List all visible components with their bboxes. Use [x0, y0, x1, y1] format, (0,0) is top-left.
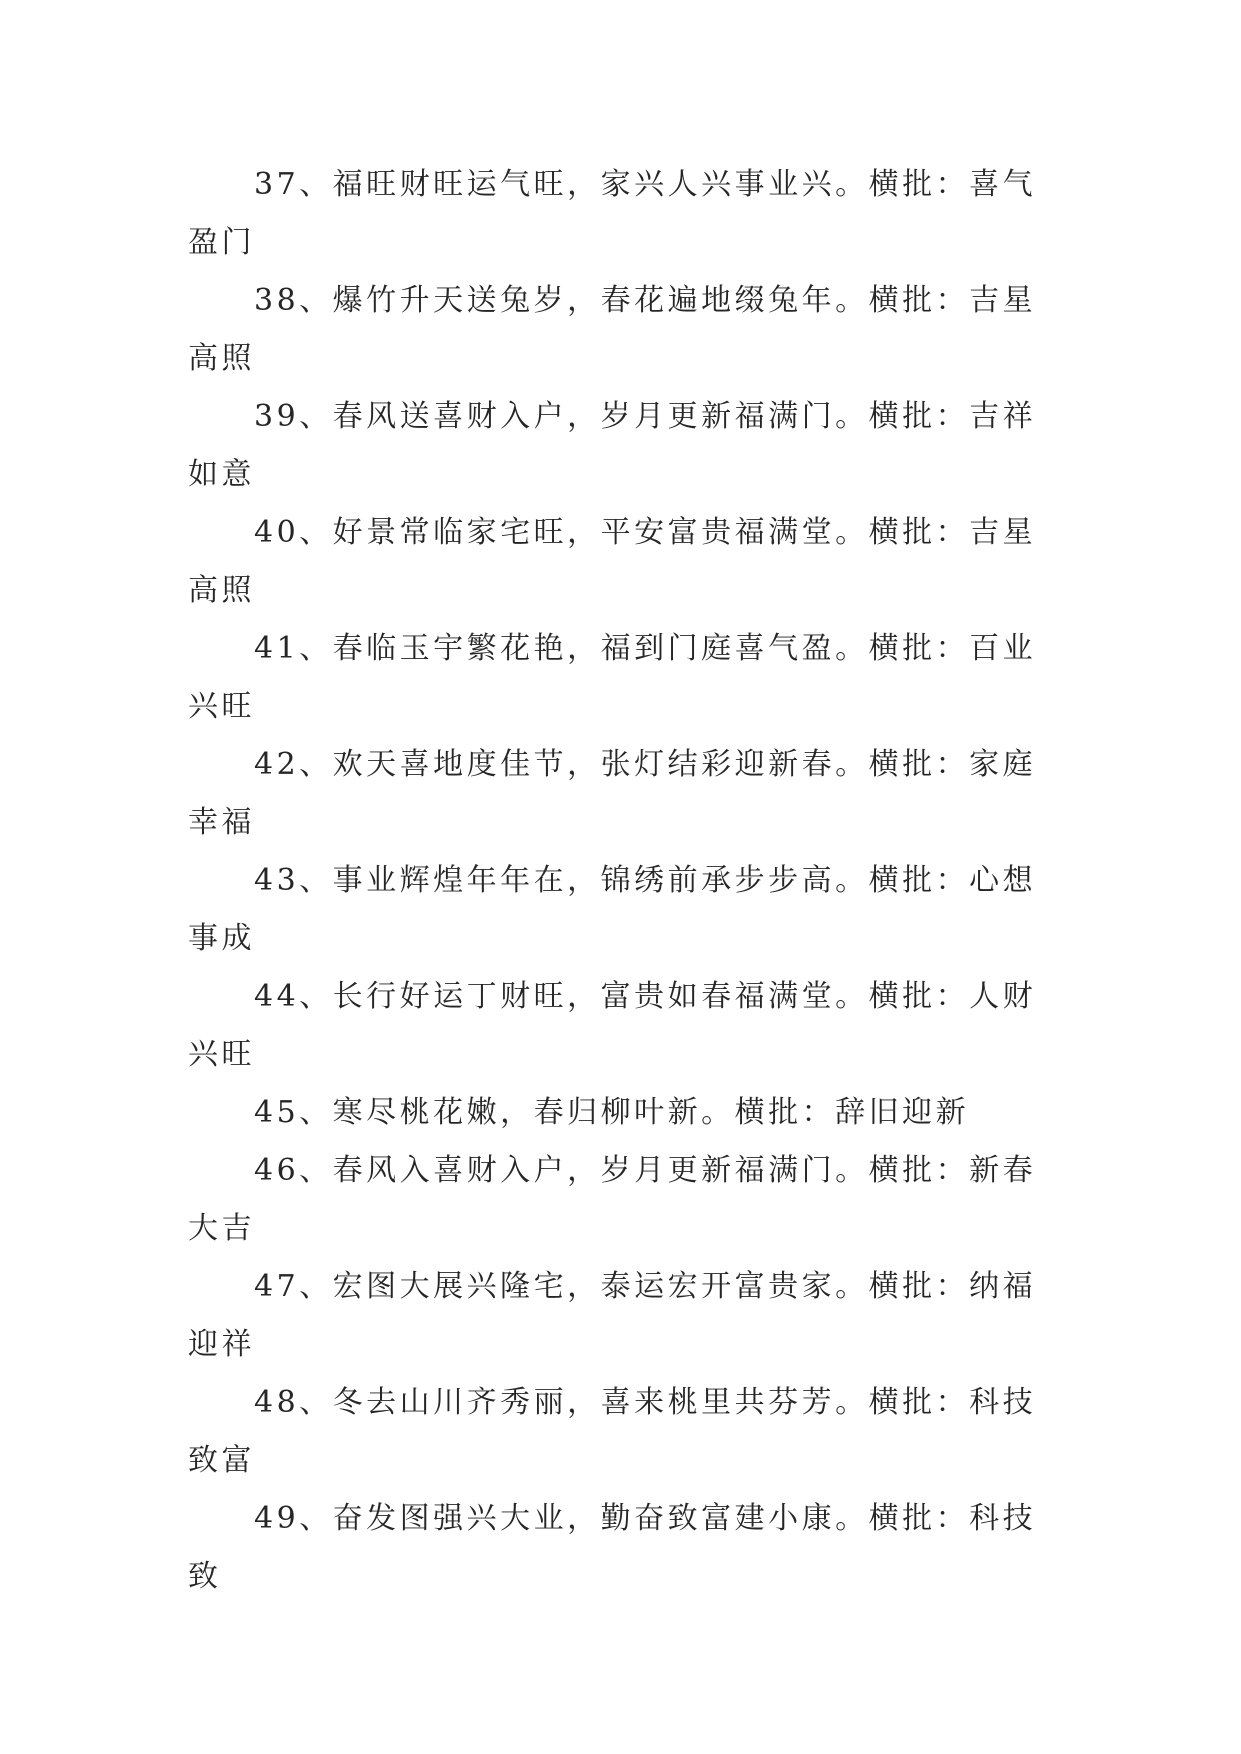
couplet-entry-37: 37、福旺财旺运气旺，家兴人兴事业兴。横批：喜气盈门 [188, 167, 1037, 260]
couplet-entry-40: 40、好景常临家宅旺，平安富贵福满堂。横批：吉星高照 [188, 515, 1037, 608]
couplet-entry-49: 49、奋发图强兴大业，勤奋致富建小康。横批：科技致 [188, 1501, 1037, 1594]
couplet-list [188, 156, 1048, 1606]
couplet-entry-42: 42、欢天喜地度佳节，张灯结彩迎新春。横批：家庭幸福 [188, 747, 1037, 840]
couplet-entry-41: 41、春临玉宇繁花艳，福到门庭喜气盈。横批：百业兴旺 [188, 631, 1037, 724]
couplet-entry-44: 44、长行好运丁财旺，富贵如春福满堂。横批：人财兴旺 [188, 979, 1037, 1072]
couplet-entry-43: 43、事业辉煌年年在，锦绣前承步步高。横批：心想事成 [188, 863, 1037, 956]
couplet-entry-45: 45、寒尽桃花嫩，春归柳叶新。横批：辞旧迎新 [254, 1095, 970, 1130]
couplet-entry-48: 48、冬去山川齐秀丽，喜来桃里共芬芳。横批：科技致富 [188, 1385, 1037, 1478]
couplet-entry-46: 46、春风入喜财入户，岁月更新福满门。横批：新春大吉 [188, 1153, 1037, 1246]
couplet-entry-47: 47、宏图大展兴隆宅，泰运宏开富贵家。横批：纳福迎祥 [188, 1269, 1037, 1362]
couplet-entry-39: 39、春风送喜财入户，岁月更新福满门。横批：吉祥如意 [188, 399, 1037, 492]
couplet-entry-38: 38、爆竹升天送兔岁，春花遍地缀兔年。横批：吉星高照 [188, 283, 1037, 376]
